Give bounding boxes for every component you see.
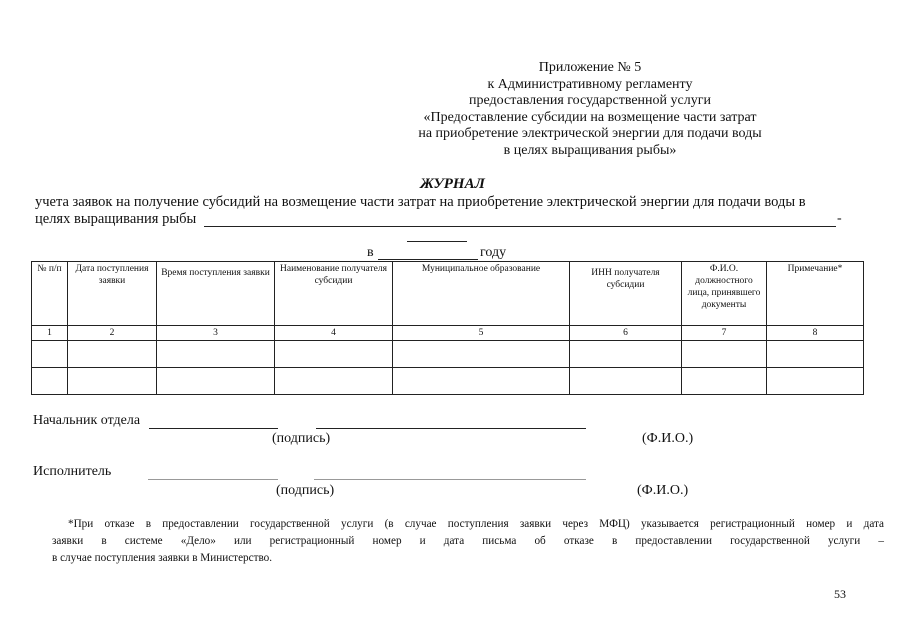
table-cell <box>570 341 682 368</box>
number-cell: 6 <box>570 326 682 341</box>
footnote-line: заявки в системе «Дело» или регистрационный номер и дата письма об отказе в предоставлении государственной услуги – <box>52 535 884 547</box>
header-cell: Наименование получателя субсидии <box>275 262 393 326</box>
journal-title: ЖУРНАЛ <box>420 176 485 192</box>
header-cell: Дата поступления заявки <box>68 262 157 326</box>
appendix-line: предоставления государственной услуги <box>469 93 711 108</box>
appendix-line: в целях выращивания рыбы» <box>503 142 677 158</box>
table-number-row <box>32 326 864 341</box>
sub-blank-line <box>407 241 467 242</box>
table-cell <box>393 341 570 368</box>
executor-signature-line <box>148 479 278 480</box>
appendix-header <box>390 60 790 159</box>
head-signature-caption: (подпись) <box>272 431 331 446</box>
table-cell <box>767 368 864 395</box>
number-cell: 5 <box>393 326 570 341</box>
footnote-line: в случае поступления заявки в Министерство. <box>52 552 273 564</box>
header-cell: № п/п <box>32 262 68 326</box>
table-cell <box>32 341 68 368</box>
head-of-department-label: Начальник отдела <box>33 413 141 428</box>
table-header-row <box>32 262 864 326</box>
journal-table <box>31 261 864 395</box>
table-cell <box>275 368 393 395</box>
year-prefix: в <box>367 245 374 260</box>
page-number: 53 <box>834 587 846 601</box>
year-suffix: году <box>480 245 507 260</box>
number-cell: 3 <box>157 326 275 341</box>
header-cell: Время поступления заявки <box>157 262 275 326</box>
header-cell: Ф.И.О. должностного лица, принявшего документы <box>682 262 767 326</box>
appendix-line: на приобретение электрической энергии для подачи воды <box>418 126 762 141</box>
subject-dash: - <box>837 211 842 226</box>
table-cell <box>68 341 157 368</box>
table-row <box>32 341 864 368</box>
footnote-line: *При отказе в предоставлении государственной услуги (в случае поступления заявки через МФЦ) указывается регистрационный номер и дата <box>68 518 884 530</box>
head-name-line <box>316 428 586 429</box>
table-row <box>32 368 864 395</box>
appendix-line: Приложение № 5 <box>538 60 642 75</box>
executor-name-line <box>314 479 586 480</box>
journal-subject-line1: учета заявок на получение субсидий на возмещение части затрат на приобретение электрической энергии для подачи воды в <box>35 194 806 210</box>
executor-name-caption: (Ф.И.О.) <box>637 483 689 498</box>
table-cell <box>393 368 570 395</box>
number-cell: 2 <box>68 326 157 341</box>
number-cell: 7 <box>682 326 767 341</box>
header-cell: Муниципальное образование <box>393 262 570 326</box>
table-cell <box>682 368 767 395</box>
table-cell <box>157 341 275 368</box>
table-cell <box>157 368 275 395</box>
table-cell <box>32 368 68 395</box>
table-cell <box>682 341 767 368</box>
head-signature-line <box>149 428 278 429</box>
executor-label: Исполнитель <box>33 464 112 479</box>
number-cell: 8 <box>767 326 864 341</box>
number-cell: 1 <box>32 326 68 341</box>
footnote <box>52 516 884 567</box>
table-cell <box>570 368 682 395</box>
year-blank-line <box>378 259 478 260</box>
table-cell <box>767 341 864 368</box>
journal-subject-line2: целях выращивания рыбы <box>35 211 197 227</box>
table-cell <box>275 341 393 368</box>
appendix-line: «Предоставление субсидии на возмещение части затрат <box>423 109 757 125</box>
header-cell: Примечание* <box>767 262 864 326</box>
table-cell <box>68 368 157 395</box>
number-cell: 4 <box>275 326 393 341</box>
head-name-caption: (Ф.И.О.) <box>642 431 694 446</box>
executor-signature-caption: (подпись) <box>276 483 335 498</box>
subject-blank-line <box>204 226 836 227</box>
header-cell: ИНН получателя субсидии <box>570 262 682 326</box>
appendix-line: к Административному регламенту <box>487 76 693 92</box>
